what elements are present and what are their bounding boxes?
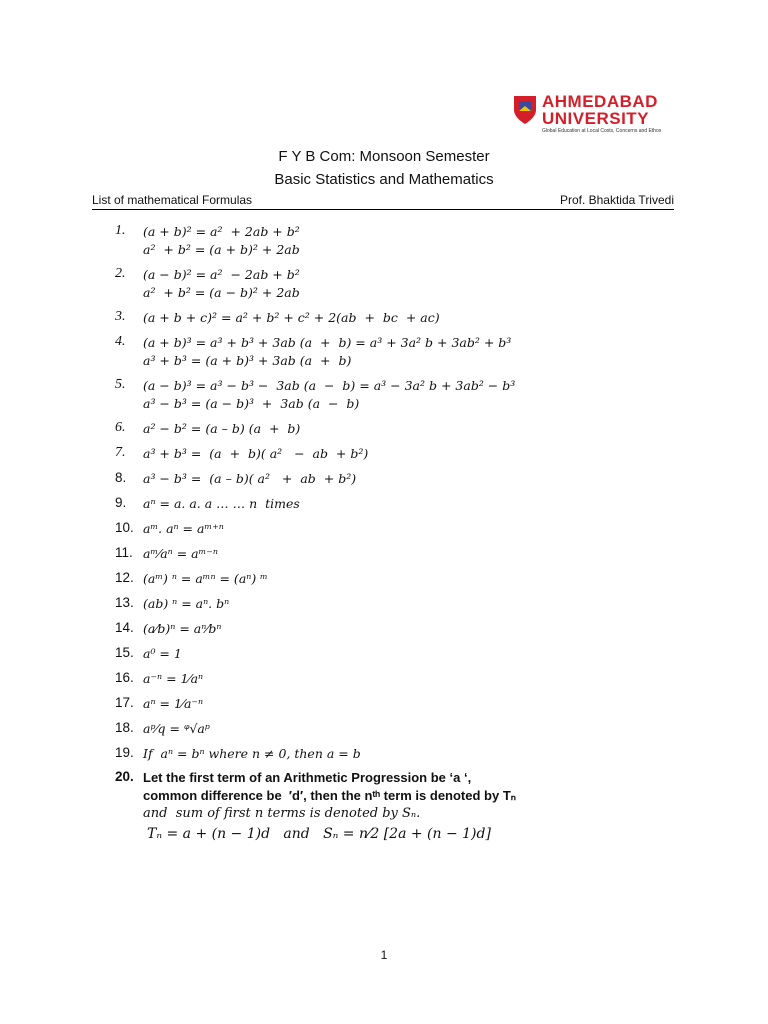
item-number: 16. [115,670,134,685]
course-title: F Y B Com: Monsoon Semester [278,148,490,165]
list-item-ap [115,769,715,845]
list-item [115,445,715,463]
item-number: 12. [115,570,134,585]
item-number: 4. [115,334,126,349]
formula-line: (a − b)³ = a³ − b³ − 3ab (a − b) = a³ − 3a² b + 3ab² − b³ [143,378,516,393]
list-item [115,745,715,763]
formula-line: a³ + b³ = (a + b)³ + 3ab (a + b) [143,353,352,368]
formula [143,470,356,488]
formula-line: a³ − b³ = (a – b)( a² + ab + b²) [143,471,357,486]
formula-line: a³ − b³ = (a − b)³ + 3ab (a − b) [143,396,360,411]
item-number: 7. [115,445,126,460]
formula [143,595,229,613]
item-number: 2. [115,266,126,281]
ap-line-3: and sum of first n terms is denoted by Sₙ. [143,806,421,821]
formula-line: aⁿ = a. a. a … … n times [143,496,300,511]
item-number: 1. [115,223,126,238]
list-item [115,309,715,327]
item-number: 9. [115,495,127,510]
list-item [115,266,715,302]
item-number: 20. [115,769,134,784]
formula-line: a² − b² = (a – b) (a + b) [143,421,301,436]
formula [143,334,511,370]
logo-tagline: Global Education at Local Costs, Concerns and Ethos [542,128,662,134]
formula-line: (a + b + c)² = a² + b² + c² + 2(ab + bc + ac) [143,310,440,325]
list-item [115,223,715,259]
page-number: 1 [380,948,388,962]
item-number: 15. [115,645,134,660]
formula-list [115,223,715,845]
list-item [115,645,715,663]
list-item [115,334,715,370]
formula [143,545,218,563]
formula [143,420,300,438]
formula-line: (a − b)² = a² − 2ab + b² [143,267,300,282]
item-number: 10. [115,520,134,535]
list-item [115,695,715,713]
formula-line: a³ + b³ = (a + b)( a² − ab + b²) [143,446,369,461]
formula-line: (a + b)³ = a³ + b³ + 3ab (a + b) = a³ + 3a² b + 3ab² + b³ [143,335,512,350]
formula-line: a² + b² = (a + b)² + 2ab [143,242,300,257]
formula-line: aᵐ. aⁿ = aᵐ⁺ⁿ [143,521,224,536]
item-number: 11. [115,545,133,560]
item-number: 17. [115,695,134,710]
formula [143,495,300,513]
list-item [115,520,715,538]
formula [143,670,203,688]
ap-line-2: common difference be ′d′, then the nᵗʰ term is denoted by Tₙ [143,788,516,803]
list-item [115,377,715,413]
formula [143,223,300,259]
formula-line: (ab) ⁿ = aⁿ. bⁿ [143,596,230,611]
logo-name-line1: AHMEDABAD [542,92,658,111]
item-number: 19. [115,745,134,760]
item-number: 8. [115,470,127,485]
list-item [115,670,715,688]
author-name: Prof. Bhaktida Trivedi [559,193,674,207]
item-number: 3. [115,309,126,324]
shield-icon [512,94,538,126]
formula [143,445,368,463]
item-number: 6. [115,420,126,435]
formula [143,266,300,302]
formula-line: (a⁄b)ⁿ = aⁿ⁄bⁿ [143,621,222,636]
list-item [115,420,715,438]
formula-line: If aⁿ = bⁿ where n ≠ 0, then a = b [143,746,361,761]
formula [143,620,221,638]
formula-line: a⁻ⁿ = 1⁄aⁿ [143,671,204,686]
formula-line: (a + b)² = a² + 2ab + b² [143,224,300,239]
university-logo [512,90,682,138]
ap-text [143,769,516,845]
formula-line: a⁰ = 1 [143,646,182,661]
formula [143,745,361,763]
subheader-row [92,193,674,210]
ap-line-4: Tₙ = a + (n − 1)d and Sₙ = n⁄2 [2a + (n − 1)d] [147,826,491,842]
document-title: List of mathematical Formulas [92,193,253,207]
formula-line: aᵖ⁄q = ᵠ√aᵖ [143,721,210,736]
subject-title: Basic Statistics and Mathematics [274,171,494,188]
list-item [115,595,715,613]
formula-line: aᵐ⁄aⁿ = aᵐ⁻ⁿ [143,546,218,561]
formula-line: a² + b² = (a − b)² + 2ab [143,285,300,300]
item-number: 18. [115,720,134,735]
formula [143,309,440,327]
item-number: 14. [115,620,134,635]
formula [143,720,210,738]
list-item [115,720,715,738]
formula [143,695,203,713]
ap-line-1: Let the first term of an Arithmetic Progression be ‘a ‘, [143,770,472,785]
formula-line: (aᵐ) ⁿ = aᵐⁿ = (aⁿ) ᵐ [143,571,268,586]
list-item [115,620,715,638]
list-item [115,570,715,588]
formula-line: aⁿ = 1⁄a⁻ⁿ [143,696,204,711]
formula [143,520,224,538]
formula [143,570,268,588]
list-item [115,470,715,488]
list-item [115,495,715,513]
item-number: 13. [115,595,134,610]
formula [143,645,182,663]
logo-name-line2: UNIVERSITY [542,109,650,128]
item-number: 5. [115,377,126,392]
formula [143,377,515,413]
list-item [115,545,715,563]
